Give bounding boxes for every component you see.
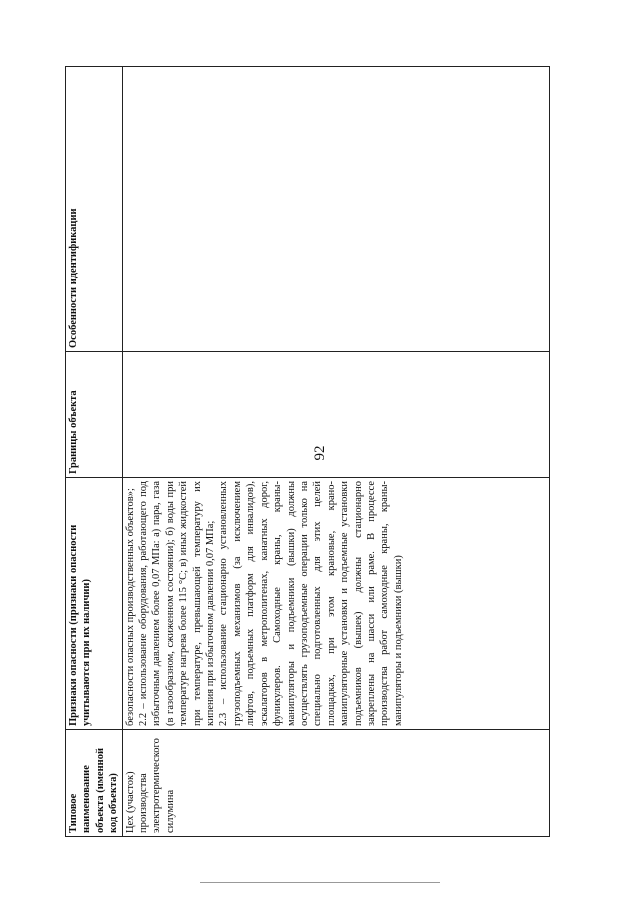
header-object-boundaries: Границы объекта [66, 352, 123, 478]
header-object-name: Типовое наименование объекта (именной код объекта) [66, 730, 123, 837]
hazard-paragraph: 2.3 – использование стационарно установленных грузоподъемных механизмов (за исключением лифтов, подъемных платформ для инвалидов), эскалаторов в метрополитенах, канатных дорог, фуникулеров. Самоходные краны, краны-манипуляторы и подъемники (вышки) должны осуществлять грузоподъемные операции только на специально подготовленных для этих целей площадках, при этом крановые, крано-манипуляторные установки и подъемные установки подъемников (вышек) должны стационарно закреплены на шасси или раме. В процессе производства работ самоходные краны, краны-манипуляторы и подъемники (вышки) [218, 481, 404, 726]
hazard-paragraph: 2.2 – использование оборудования, работающего под избыточным давлением более 0,07 МПа: а) пара, газа (в газообразном, сжиженном состоянии); б) воды при температуре нагрева более 115 °С; в) иных жидкостей при температуре, превышающей температуру их кипения при избыточном давлении 0,07 МПа; [138, 481, 217, 726]
cell-identification-features [122, 67, 549, 352]
identification-table [65, 66, 550, 837]
header-identification-features: Особенности идентификации [66, 67, 123, 352]
table-header-row [66, 67, 123, 837]
hazard-paragraph: безопасности опасных производственных объектов»; [124, 488, 136, 726]
cell-object-boundaries [122, 352, 549, 478]
rotated-table-container [65, 67, 550, 837]
cell-object-name: Цех (участок) производства электротермического силумина [122, 730, 549, 837]
table-row [122, 67, 549, 837]
header-hazard-signs: Признаки опасности (признаки опасности учитываются при их наличии) [66, 478, 123, 730]
footer-rule [200, 882, 440, 883]
rotated-table [65, 67, 550, 837]
page-number: 92 [312, 445, 328, 461]
cell-hazard-signs [122, 478, 549, 730]
